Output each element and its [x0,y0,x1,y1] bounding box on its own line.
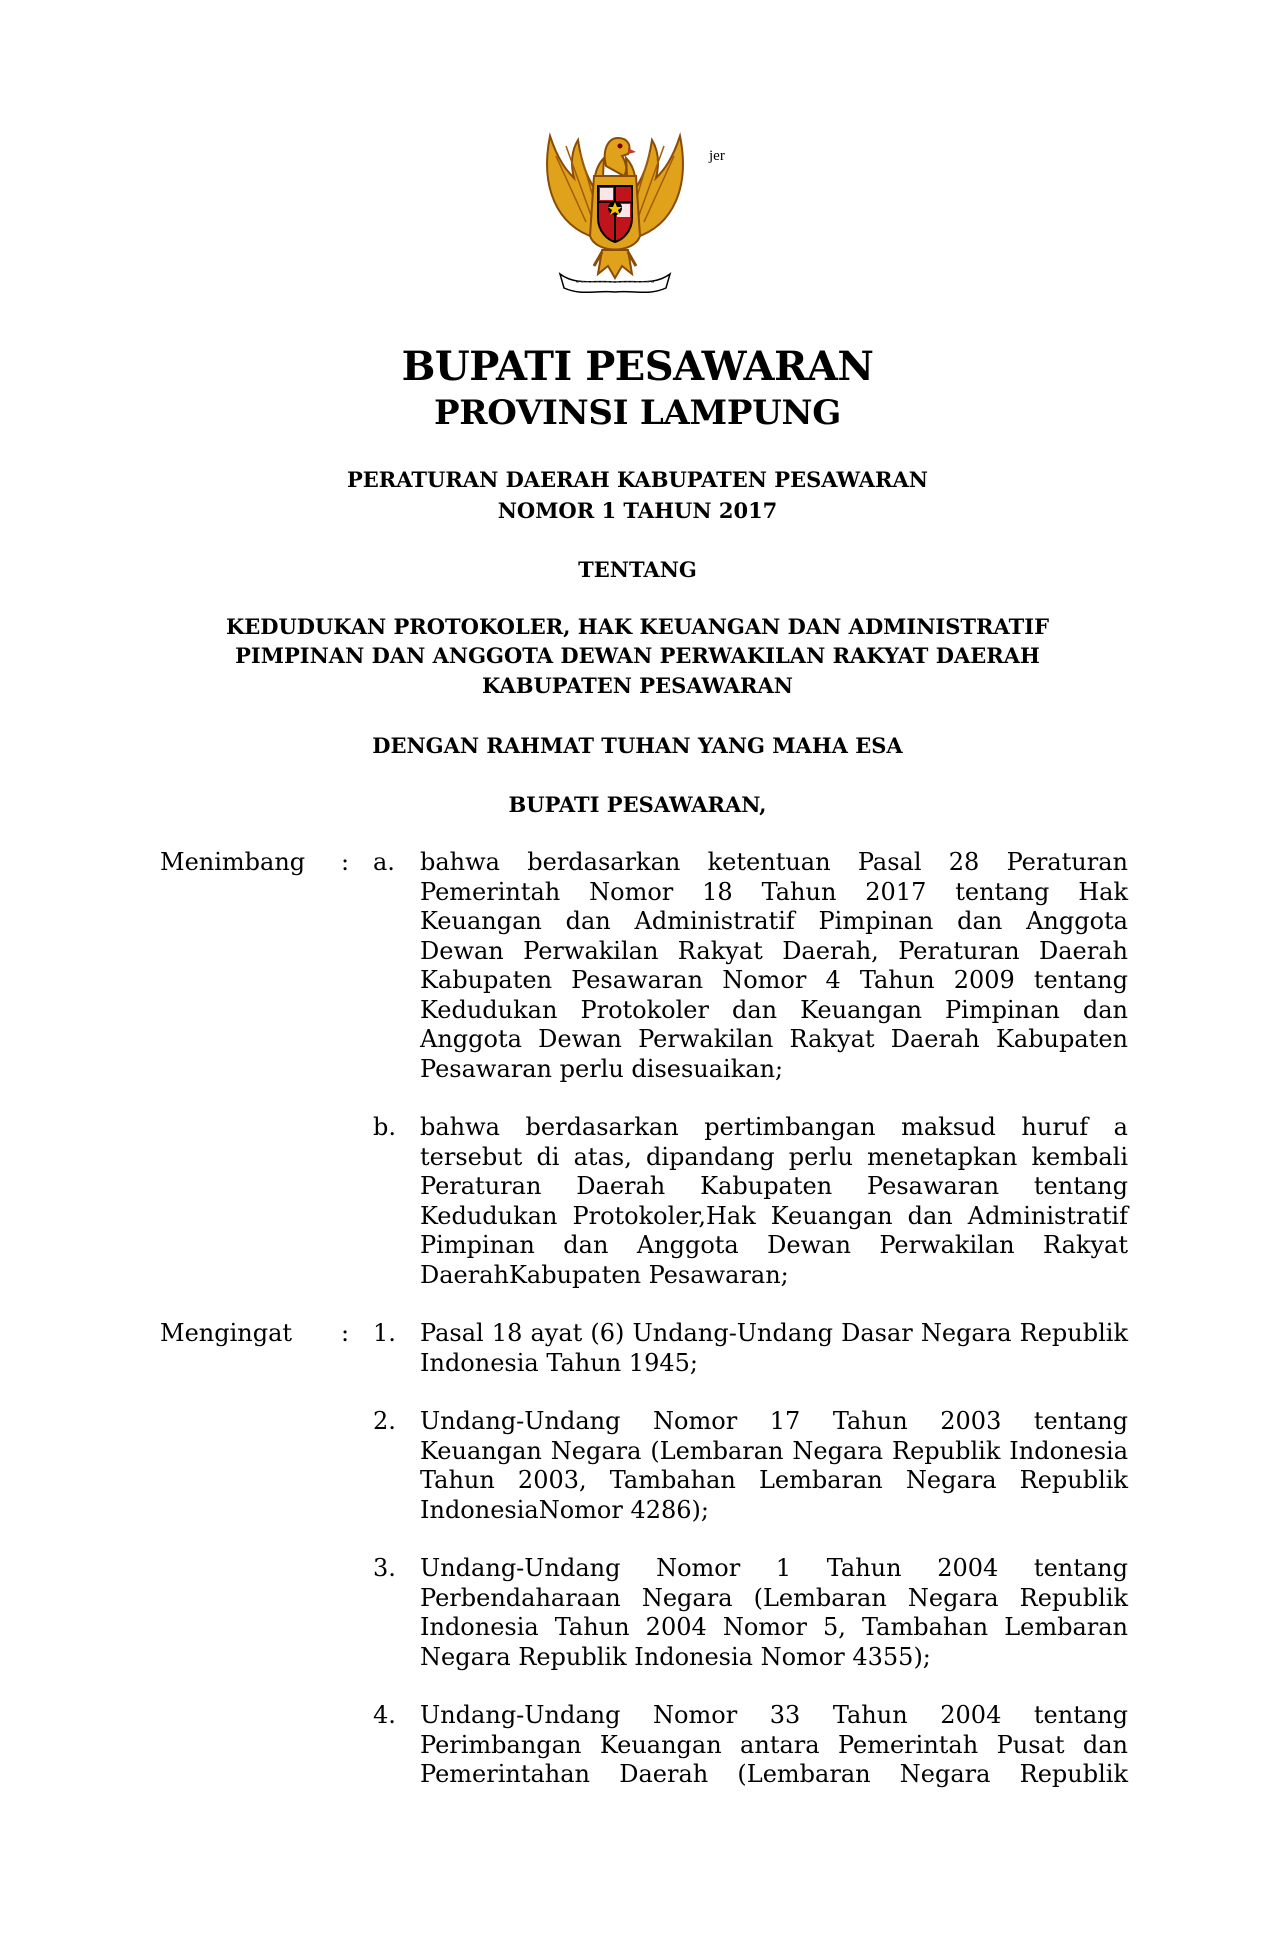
mengingat-item-2 [420,1407,1128,1525]
mengingat-item-1 [420,1319,1128,1378]
text-line: Undang-Undang Nomor 1 Tahun 2004 tentang [420,1554,1128,1582]
text-line: Kabupaten Pesawaran Nomor 4 Tahun 2009 tentang [420,966,1128,994]
authority-heading: BUPATI PESAWARAN, [508,792,767,817]
text-line: Peraturan Daerah Kabupaten Pesawaran tentang [420,1172,1128,1200]
mengingat-marker-1: 1. [373,1319,396,1347]
menimbang-item-b [420,1113,1128,1290]
mengingat-marker-2: 2. [373,1407,396,1435]
mengingat-marker-3: 3. [373,1554,396,1582]
text-line: Kedudukan Protokoler,Hak Keuangan dan Administratif [420,1201,1128,1230]
blessing-heading: DENGAN RAHMAT TUHAN YANG MAHA ESA [372,733,903,758]
text-line: Keuangan Negara (Lembaran Negara Republik Indonesia [420,1436,1128,1465]
menimbang-label: Menimbang [160,848,306,876]
text-line: Dewan Perwakilan Rakyat Daerah, Peraturan Daerah [420,936,1128,965]
mengingat-label: Mengingat [160,1319,293,1347]
text-line: Undang-Undang Nomor 17 Tahun 2003 tentang [420,1407,1128,1435]
regulation-title-line2: NOMOR 1 TAHUN 2017 [497,498,778,523]
subject-line1: KEDUDUKAN PROTOKOLER, HAK KEUANGAN DAN ADMINISTRATIF [226,614,1049,639]
text-line: Perbendaharaan Negara (Lembaran Negara Republik [420,1583,1128,1612]
text-line: DaerahKabupaten Pesawaran; [420,1260,789,1289]
menimbang-item-a [420,848,1128,1084]
text-line: Pesawaran perlu disesuaikan; [420,1054,784,1083]
text-line: bahwa berdasarkan ketentuan Pasal 28 Peraturan [420,848,1128,876]
about-heading: TENTANG [578,557,697,582]
text-line: Kedudukan Protokoler dan Keuangan Pimpinan dan [420,995,1128,1024]
text-line: Tahun 2003, Tambahan Lembaran Negara Republik [420,1466,1128,1494]
subject-line3: KABUPATEN PESAWARAN [482,673,793,698]
mengingat-item-3 [420,1554,1128,1672]
regulation-title-line1: PERATURAN DAERAH KABUPATEN PESAWARAN [347,467,928,492]
page-title: BUPATI PESAWARAN [401,343,874,390]
menimbang-marker-b: b. [373,1113,396,1141]
text-line: Keuangan dan Administratif Pimpinan dan Anggota [420,907,1128,935]
menimbang-colon: : [341,848,350,876]
text-line: Pemerintahan Daerah (Lembaran Negara Republik [420,1760,1128,1788]
text-line: Perimbangan Keuangan antara Pemerintah Pusat dan [420,1730,1128,1759]
text-line: Undang-Undang Nomor 33 Tahun 2004 tentang [420,1701,1128,1729]
corner-mark: jer [709,148,725,164]
text-line: IndonesiaNomor 4286); [420,1495,709,1524]
text-line: Pasal 18 ayat (6) Undang-Undang Dasar Negara Republik [420,1319,1128,1347]
text-line: Indonesia Tahun 1945; [420,1348,698,1377]
subject-line2: PIMPINAN DAN ANGGOTA DEWAN PERWAKILAN RAKYAT DAERAH [235,643,1040,668]
garuda-emblem-icon [536,126,694,298]
text-line: Pemerintah Nomor 18 Tahun 2017 tentang Hak [420,877,1128,906]
mengingat-colon: : [341,1319,350,1347]
text-line: Anggota Dewan Perwakilan Rakyat Daerah Kabupaten [420,1025,1128,1053]
mengingat-item-4 [420,1701,1128,1790]
text-line: Pimpinan dan Anggota Dewan Perwakilan Rakyat [420,1231,1128,1259]
menimbang-marker-a: a. [373,848,395,876]
text-line: Negara Republik Indonesia Nomor 4355); [420,1642,931,1671]
text-line: bahwa berdasarkan pertimbangan maksud huruf a [420,1113,1128,1141]
mengingat-marker-4: 4. [373,1701,396,1729]
province-title: PROVINSI LAMPUNG [434,393,841,433]
text-line: tersebut di atas, dipandang perlu menetapkan kembali [420,1142,1128,1171]
text-line: Indonesia Tahun 2004 Nomor 5, Tambahan Lembaran [420,1613,1128,1641]
